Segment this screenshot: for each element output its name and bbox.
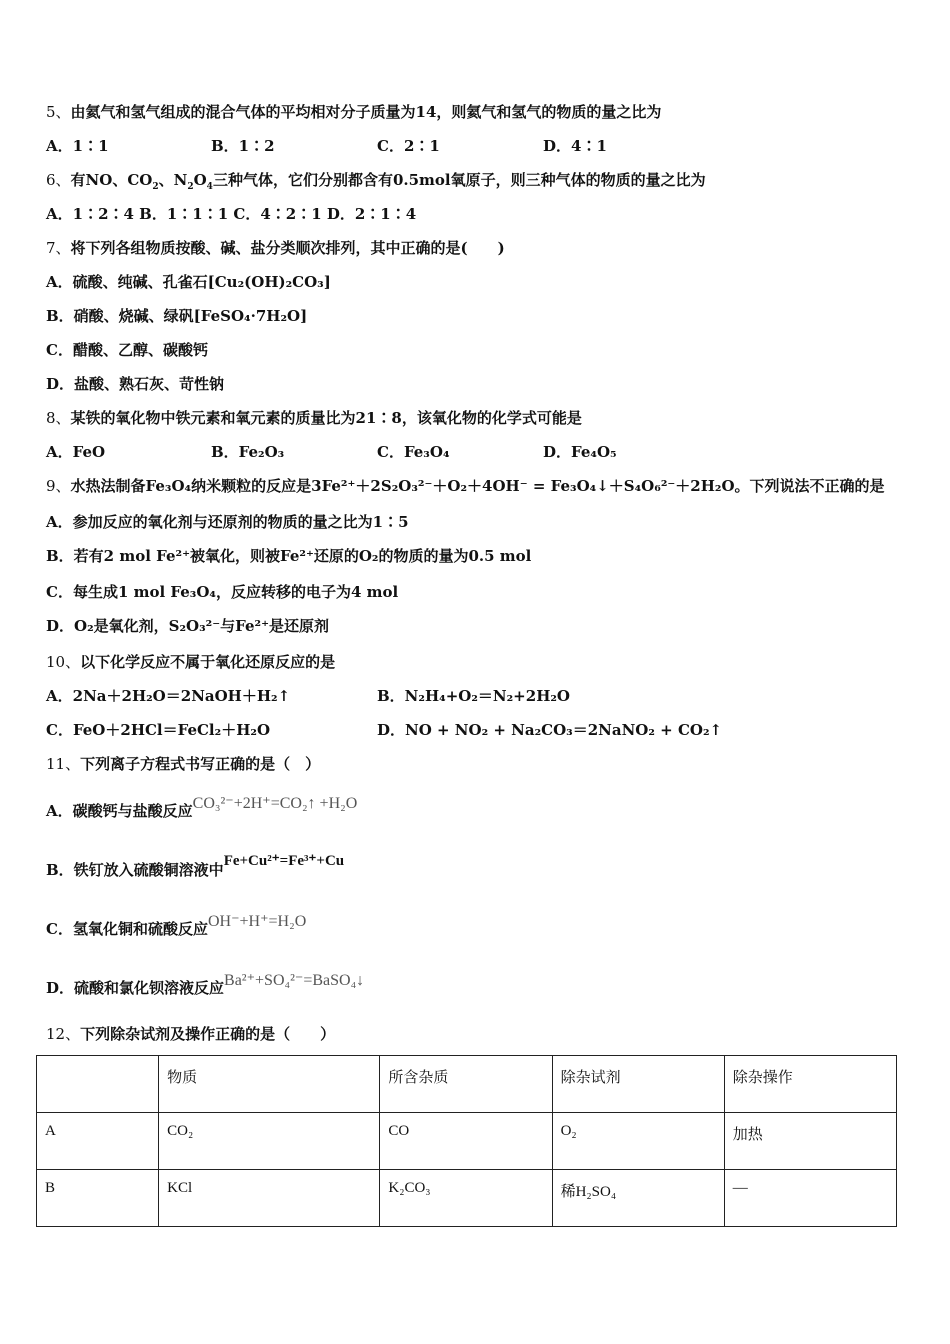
question-7-stem: [46, 238, 505, 258]
question-number: 10、: [46, 653, 81, 671]
question-text-part: O: [193, 171, 207, 189]
question-9-stem: [46, 476, 885, 496]
table-cell: —: [724, 1170, 896, 1227]
table-row: [37, 1113, 897, 1170]
question-7-option-b: B．硝酸、烧碱、绿矾[FeSO₄·7H₂O]: [46, 307, 308, 325]
table-cell: KCl: [159, 1170, 380, 1227]
question-number: 7、: [46, 239, 71, 257]
question-5-stem: [46, 102, 661, 122]
question-9-option-c: C．每生成1 mol Fe₃O₄，反应转移的电子为4 mol: [46, 583, 399, 601]
question-9-option-a: A．参加反应的氧化剂与还原剂的物质的量之比为1∶5: [46, 513, 409, 531]
option-a: A．FeO: [46, 443, 106, 461]
question-12-stem: [46, 1024, 335, 1044]
question-text: 水热法制备Fe₃O₄纳米颗粒的反应是3Fe²⁺＋2S₂O₃²⁻＋O₂＋4OH⁻ = Fe₃O₄↓＋S₄O₆²⁻＋2H₂O。下列说法不正确的是: [70, 477, 885, 495]
option-c: C．2∶1: [377, 137, 440, 155]
option-d: D．NO + NO₂ + Na₂CO₃＝2NaNO₂ + CO₂↑: [377, 721, 723, 739]
question-text: 由氦气和氢气组成的混合气体的平均相对分子质量为14，则氦气和氢气的物质的量之比为: [70, 103, 662, 121]
question-8-options: [46, 442, 617, 462]
option-formula: CO₃²⁻+2H⁺=CO₂↑ +H₂O: [192, 795, 358, 812]
question-text-part: 三种气体，它们分别都含有0.5mol氧原子，则三种气体的物质的量之比为: [212, 171, 706, 189]
question-11-option-b: [46, 853, 345, 881]
table-cell: B: [37, 1170, 159, 1227]
option-b: B．Fe₂O₃: [211, 443, 285, 461]
question-number: 8、: [46, 409, 71, 427]
table-cell: CO: [380, 1113, 552, 1170]
option-b: B．1∶2: [211, 137, 275, 155]
option-d: D．4∶1: [543, 137, 607, 155]
table-cell: CO₂: [159, 1113, 380, 1170]
table-header-cell: 除杂操作: [724, 1056, 896, 1113]
question-text: 某铁的氧化物中铁元素和氧元素的质量比为21∶8，该氧化物的化学式可能是: [70, 409, 582, 427]
option-formula: Ba²⁺+SO₄²⁻=BaSO₄↓: [224, 972, 365, 989]
question-10-options-cd: [46, 720, 722, 740]
question-7-option-c: C．醋酸、乙醇、碳酸钙: [46, 341, 208, 359]
question-11-option-d: [46, 972, 365, 999]
question-text: 下列离子方程式书写正确的是（ ）: [80, 755, 321, 773]
question-9-option-d: D．O₂是氧化剂，S₂O₃²⁻与Fe²⁺是还原剂: [46, 617, 330, 635]
table-cell: 加热: [724, 1113, 896, 1170]
option-label: C．氢氧化铜和硫酸反应: [46, 920, 208, 938]
impurity-removal-table: [36, 1055, 897, 1227]
question-11-option-c: [46, 913, 307, 940]
question-11-option-a: [46, 795, 358, 822]
option-c: C．Fe₃O₄: [377, 443, 450, 461]
question-number: 11、: [46, 755, 81, 773]
option-d: D．Fe₄O₅: [543, 443, 617, 461]
table-header-cell: 所含杂质: [380, 1056, 552, 1113]
question-10-options-ab: [46, 686, 570, 706]
question-text: 下列除杂试剂及操作正确的是（ ）: [80, 1025, 336, 1043]
option-b: B．N₂H₄+O₂＝N₂+2H₂O: [377, 687, 571, 705]
question-text: 以下化学反应不属于氧化还原反应的是: [80, 653, 336, 671]
option-a: A．2Na＋2H₂O＝2NaOH＋H₂↑: [46, 687, 291, 705]
option-a: A．1∶1: [46, 137, 109, 155]
question-7-option-a: A．硫酸、纯碱、孔雀石[Cu₂(OH)₂CO₃]: [46, 273, 331, 291]
table-header-cell: [37, 1056, 159, 1113]
question-6-options: A．1∶2∶4 B．1∶1∶1 C．4∶2∶1 D．2∶1∶4: [46, 205, 417, 223]
question-5-options: [46, 136, 607, 156]
table-header-cell: 除杂试剂: [552, 1056, 724, 1113]
option-formula: OH⁻+H⁺=H₂O: [207, 913, 307, 930]
option-formula: Fe+Cu²⁺=Fe³⁺+Cu: [223, 853, 345, 869]
table-header-cell: 物质: [159, 1056, 380, 1113]
option-c: C．FeO＋2HCl＝FeCl₂＋H₂O: [46, 721, 271, 739]
table-header-row: [37, 1056, 897, 1113]
question-7-option-d: D．盐酸、熟石灰、苛性钠: [46, 375, 225, 393]
question-6-stem: 6、有NO、$CO_2$、$N_2O_4$三种气体，它们分别都含有0.5mol氧原子，则三种气体的物质的量之比为: [46, 171, 706, 192]
question-text-part: 有NO、CO: [70, 171, 153, 189]
question-number: 5、: [46, 103, 71, 121]
question-text-part: 、N: [158, 171, 188, 189]
table-cell: O₂: [552, 1113, 724, 1170]
question-11-stem: [46, 754, 320, 774]
option-label: A．碳酸钙与盐酸反应: [46, 802, 193, 820]
option-label: D．硫酸和氯化钡溶液反应: [46, 979, 225, 997]
question-10-stem: [46, 652, 335, 672]
table-cell: A: [37, 1113, 159, 1170]
question-number: 12、: [46, 1025, 81, 1043]
question-8-stem: [46, 408, 582, 428]
question-number: 6、: [46, 171, 71, 189]
table-cell: 稀H₂SO₄: [552, 1170, 724, 1227]
question-9-option-b: B．若有2 mol Fe²⁺被氧化，则被Fe²⁺还原的O₂的物质的量为0.5 mol: [46, 547, 532, 565]
table-cell: K₂CO₃: [380, 1170, 552, 1227]
question-number: 9、: [46, 477, 71, 495]
question-text: 将下列各组物质按酸、碱、盐分类顺次排列，其中正确的是( ): [70, 239, 505, 257]
table-row: [37, 1170, 897, 1227]
option-label: B．铁钉放入硫酸铜溶液中: [46, 861, 224, 879]
